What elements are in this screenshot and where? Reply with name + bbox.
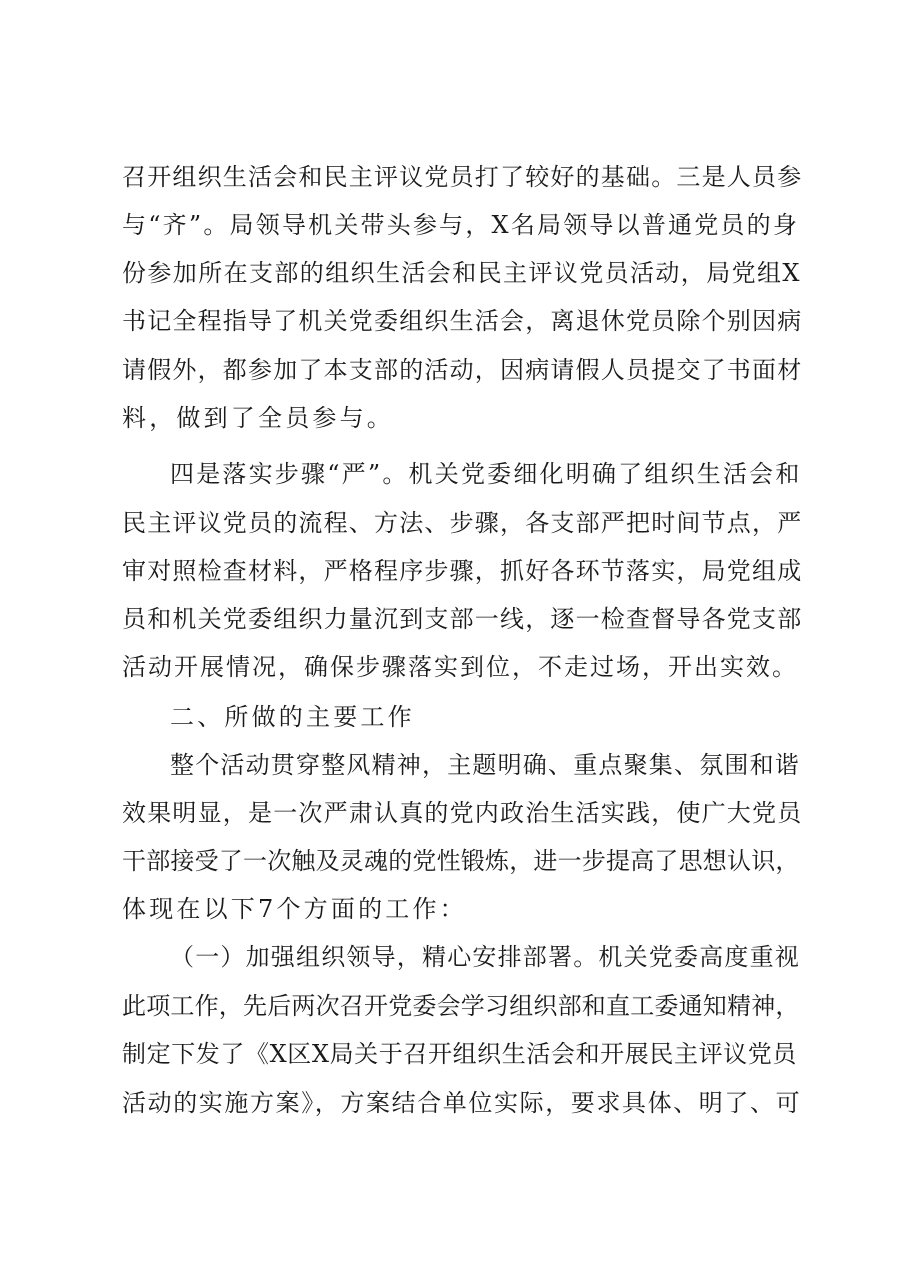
text-line: 料，做到了全员参与。: [122, 404, 394, 432]
text-line: 与“齐”。局领导机关带头参与，X名局领导以普通党员的身: [122, 211, 800, 239]
section-heading: 二、所做的主要工作: [170, 703, 415, 731]
text-line: 请假外，都参加了本支部的活动，因病请假人员提交了书面材: [122, 356, 803, 384]
text-line: 制定下发了《X区X局关于召开组织生活会和开展民主评议党员: [122, 1040, 797, 1068]
text-line: 此项工作，先后两次召开党委会学习组织部和直工委通知精神，: [122, 992, 800, 1020]
text-line: 召开组织生活会和民主评议党员打了较好的基础。三是人员参: [122, 163, 803, 191]
text-line: 活动的实施方案》，方案结合单位实际，要求具体、明了、可: [122, 1089, 802, 1117]
text-line: 体现在以下7个方面的工作：: [122, 895, 467, 923]
text-line: 审对照检查材料，严格程序步骤，抓好各环节落实，局党组成: [122, 557, 803, 585]
paragraph-first-line: 整个活动贯穿整风精神，主题明确、重点聚集、氛围和谐: [170, 751, 800, 779]
text-line: 活动开展情况，确保步骤落实到位，不走过场，开出实效。: [122, 653, 798, 681]
paragraph-first-line: 四是落实步骤“严”。机关党委细化明确了组织生活会和: [170, 460, 802, 488]
text-line: 份参加所在支部的组织生活会和民主评议党员活动，局党组X: [122, 259, 801, 287]
text-line: 干部接受了一次触及灵魂的党性锻炼，进一步提高了思想认识，: [122, 847, 800, 875]
text-line: 效果明显，是一次严肃认真的党内政治生活实践，使广大党员: [122, 799, 803, 827]
text-line: 民主评议党员的流程、方法、步骤，各支部严把时间节点，严: [122, 509, 803, 537]
text-line: 员和机关党委组织力量沉到支部一线，逐一检查督导各党支部: [122, 605, 803, 633]
paragraph-first-line: （一）加强组织领导，精心安排部署。机关党委高度重视: [170, 943, 800, 971]
text-line: 书记全程指导了机关党委组织生活会，离退休党员除个别因病: [122, 307, 803, 335]
